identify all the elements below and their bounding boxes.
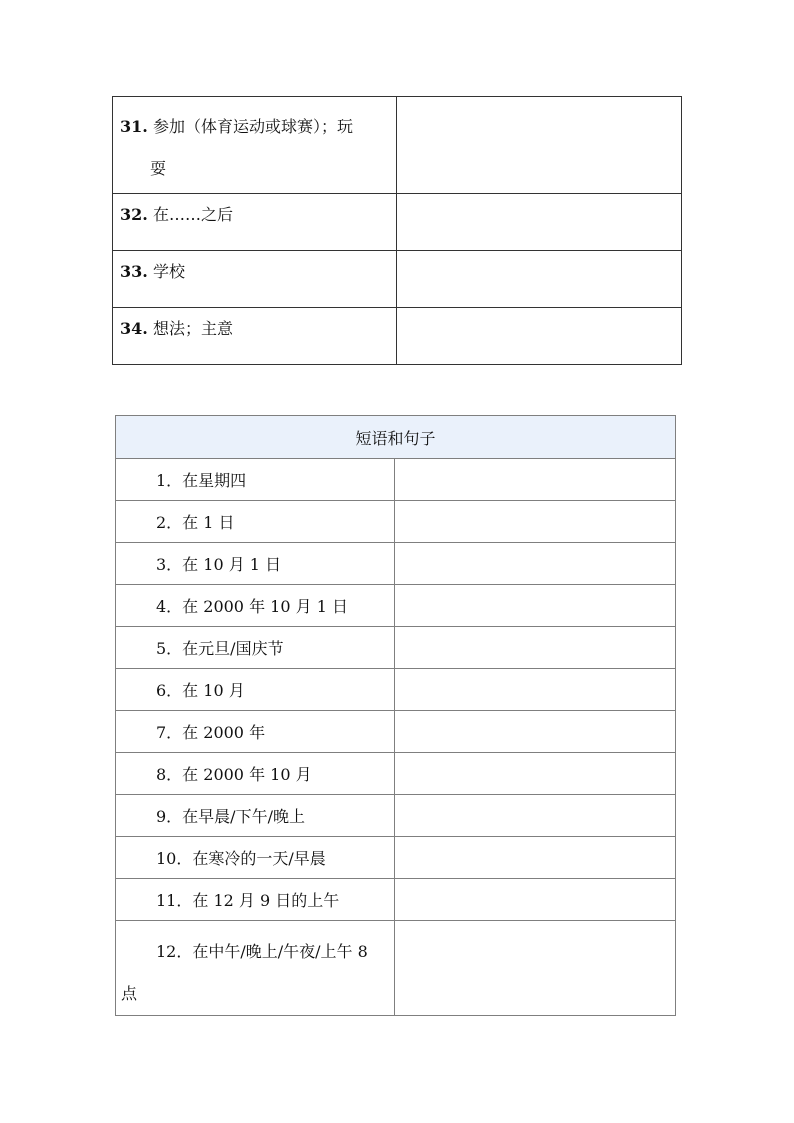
term-text-continued: 耍: [150, 159, 167, 178]
answer-cell[interactable]: [395, 459, 676, 501]
phrase-cell: 8．在 2000 年 10 月: [116, 753, 395, 795]
table-row: [116, 753, 676, 795]
table-row: [116, 543, 676, 585]
term-cell: [113, 308, 397, 365]
term-cell: [113, 194, 397, 251]
table-row: [116, 585, 676, 627]
answer-cell[interactable]: [395, 837, 676, 879]
table-row: [113, 194, 682, 251]
term-text: 学校: [152, 262, 185, 281]
answer-cell[interactable]: [395, 795, 676, 837]
table-header: 短语和句子: [116, 416, 676, 459]
item-number: 31.: [120, 117, 148, 136]
table-row: [116, 627, 676, 669]
item-number: 32.: [120, 205, 148, 224]
phrases-table: [115, 415, 676, 1016]
table-row: [116, 837, 676, 879]
phrase-cell: 5．在元旦/国庆节: [116, 627, 395, 669]
table-row: [116, 921, 676, 1016]
table-row: [116, 711, 676, 753]
table-row: [116, 879, 676, 921]
phrase-cell: 7．在 2000 年: [116, 711, 395, 753]
phrase-cell: 9．在早晨/下午/晚上: [116, 795, 395, 837]
table-row: [116, 669, 676, 711]
answer-cell[interactable]: [395, 585, 676, 627]
table-header-row: [116, 416, 676, 459]
answer-cell[interactable]: [397, 308, 682, 365]
table-row: [113, 308, 682, 365]
answer-cell[interactable]: [395, 711, 676, 753]
phrase-cell: 6．在 10 月: [116, 669, 395, 711]
phrase-cell: 12．在中午/晚上/午夜/上午 8 点: [116, 921, 395, 1016]
term-text: 参加（体育运动或球赛）；玩: [152, 117, 353, 136]
phrase-cell: 3．在 10 月 1 日: [116, 543, 395, 585]
item-number: 33.: [120, 262, 148, 281]
answer-cell[interactable]: [395, 669, 676, 711]
term-cell: [113, 251, 397, 308]
table-row: [116, 501, 676, 543]
phrase-cell: 10．在寒冷的一天/早晨: [116, 837, 395, 879]
answer-cell[interactable]: [397, 251, 682, 308]
phrase-cell: 4．在 2000 年 10 月 1 日: [116, 585, 395, 627]
term-text: 在……之后: [152, 205, 233, 224]
answer-cell[interactable]: [397, 97, 682, 194]
answer-cell[interactable]: [395, 879, 676, 921]
answer-cell[interactable]: [395, 753, 676, 795]
answer-cell[interactable]: [395, 501, 676, 543]
answer-cell[interactable]: [397, 194, 682, 251]
phrase-cell: 11．在 12 月 9 日的上午: [116, 879, 395, 921]
answer-cell[interactable]: [395, 543, 676, 585]
table-row: [116, 459, 676, 501]
vocabulary-table: [112, 96, 682, 365]
item-number: 34.: [120, 319, 148, 338]
table-row: [116, 795, 676, 837]
answer-cell[interactable]: [395, 921, 676, 1016]
term-text: 想法；主意: [152, 319, 233, 338]
answer-cell[interactable]: [395, 627, 676, 669]
phrase-cell: 2．在 1 日: [116, 501, 395, 543]
table-row: [113, 97, 682, 194]
table-row: [113, 251, 682, 308]
phrase-cell: 1．在星期四: [116, 459, 395, 501]
term-cell: [113, 97, 397, 194]
